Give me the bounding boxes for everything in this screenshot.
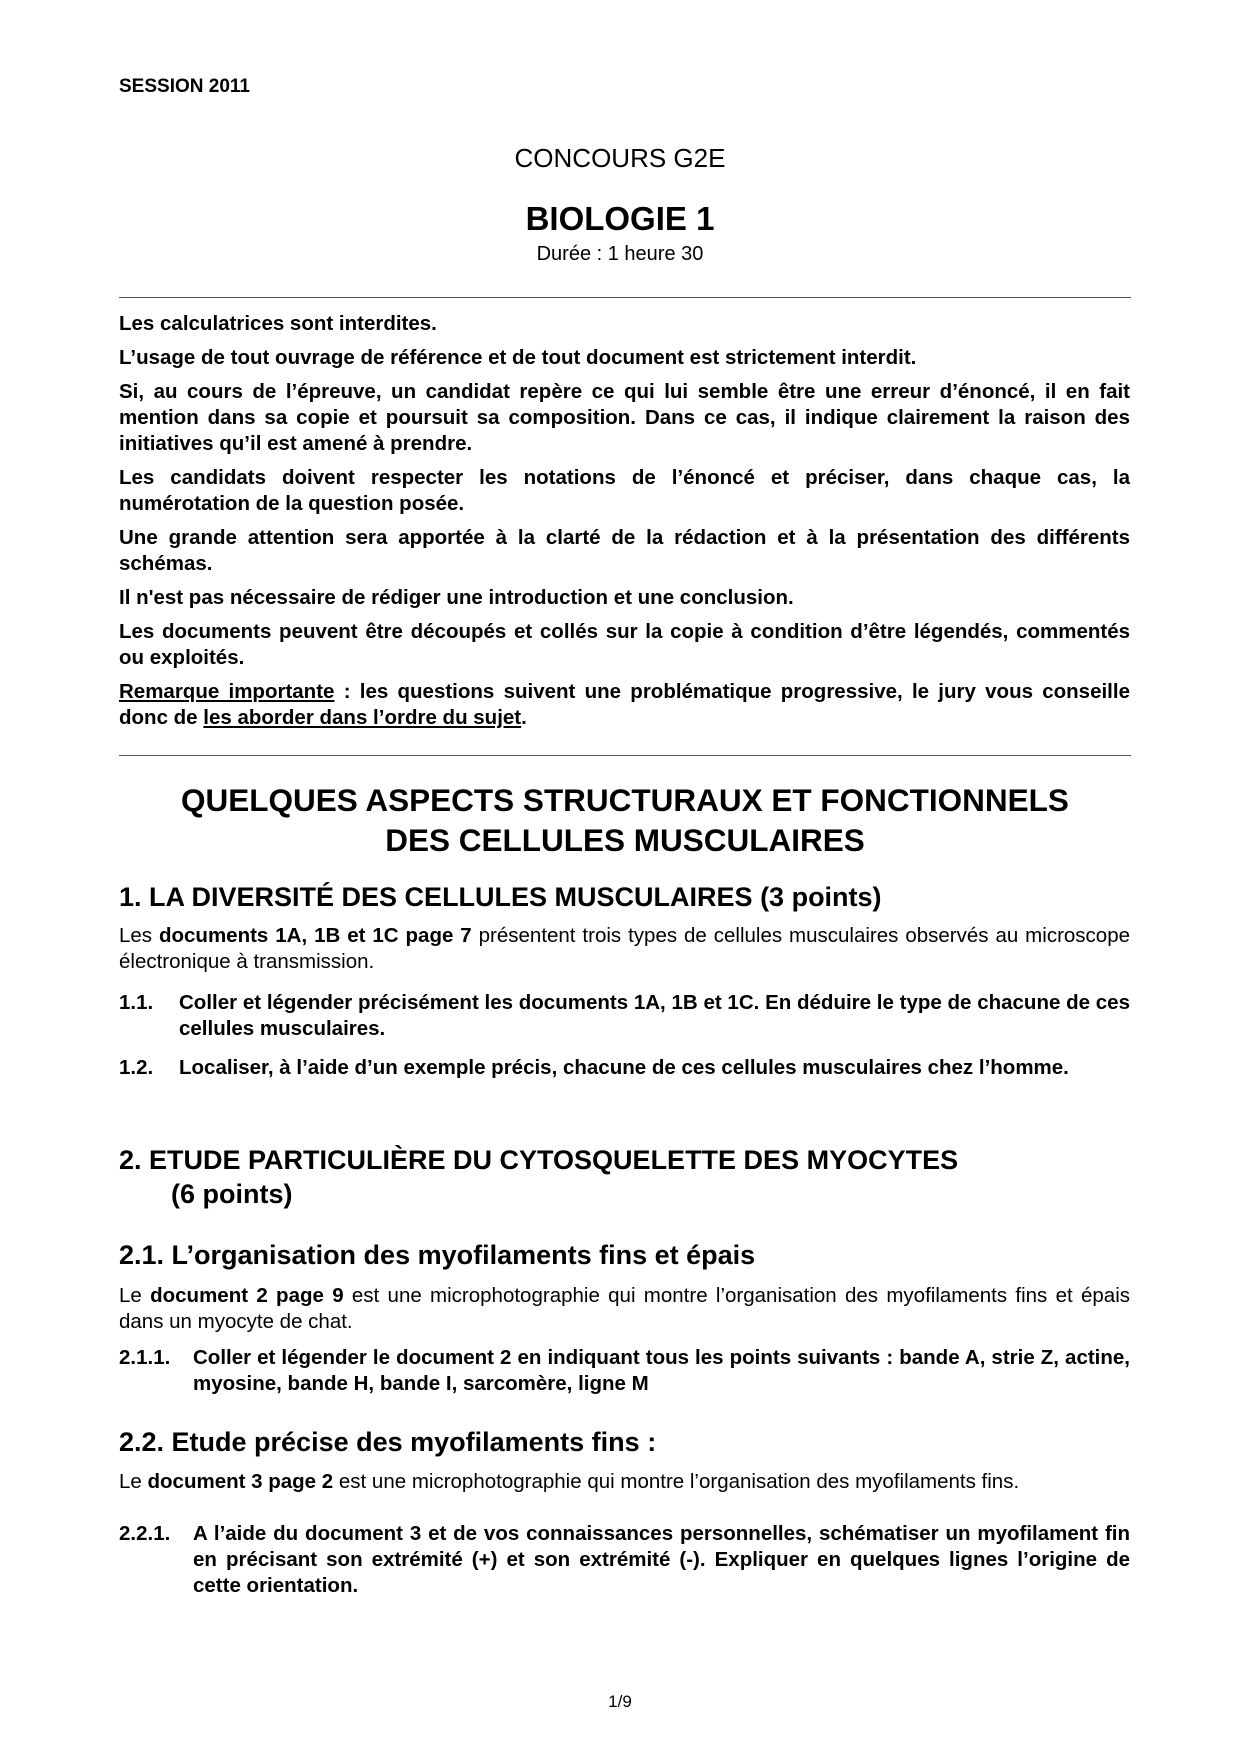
question-text: A l’aide du document 3 et de vos connaissances personnelles, schématiser un myofilament fin en précisant son extrémité (+) et son extrémité (-). Expliquer en quelques lignes l’origine de cette orientation.	[193, 1522, 1130, 1597]
main-title-line2: DES CELLULES MUSCULAIRES	[385, 822, 865, 858]
question-1-2	[119, 1055, 1130, 1081]
instruction-remark	[119, 679, 1130, 731]
question-text: Coller et légender précisément les documents 1A, 1B et 1C. En déduire le type de chacune de ces cellules musculaires.	[179, 991, 1130, 1040]
section2-heading	[119, 1143, 1131, 1211]
session-label: SESSION 2011	[119, 76, 250, 97]
remark-text: : les questions suivent une problématique progressive, le jury vous conseille donc de	[119, 680, 1130, 729]
instruction-documents: L’usage de tout ouvrage de référence et de tout document est strictement interdit.	[119, 346, 917, 369]
question-number: 2.1.1.	[119, 1346, 171, 1369]
remark-order: les aborder dans l’ordre du sujet	[203, 706, 522, 729]
sub1-intro-bold: document 2 page 9	[150, 1284, 344, 1307]
subject-title: BIOLOGIE 1	[525, 200, 715, 237]
section2-heading-line2: (6 points)	[171, 1179, 293, 1209]
instruction-notations: Les candidats doivent respecter les notations de l’énoncé et préciser, dans chaque cas, la numérotation de la question posée.	[119, 466, 1130, 515]
instructions-block	[119, 311, 1130, 739]
concours-title: CONCOURS G2E	[514, 143, 726, 173]
sub2-intro-pre: Le	[119, 1470, 148, 1493]
question-text: Coller et légender le document 2 en indiquant tous les points suivants : bande A, strie Z, actine, myosine, bande H, bande I, sarcomère, ligne M	[193, 1346, 1130, 1395]
sub2-intro-post: est une microphotographie qui montre l’organisation des myofilaments fins.	[333, 1470, 1020, 1493]
section1-intro-pre: Les	[119, 924, 159, 947]
sub1-intro-pre: Le	[119, 1284, 151, 1307]
instruction-cut-paste: Les documents peuvent être découpés et collés sur la copie à condition d’être légendés, commentés ou exploités.	[119, 620, 1130, 669]
instruction-clarity: Une grande attention sera apportée à la clarté de la rédaction et à la présentation des différents schémas.	[119, 526, 1130, 575]
instruction-errors: Si, au cours de l’épreuve, un candidat repère ce qui lui semble être une erreur d’énoncé, il en fait mention dans sa copie et poursuit sa composition. Dans ce cas, il indique clairement la raison des initiatives qu’il est amené à prendre.	[119, 380, 1130, 455]
question-number: 1.1.	[119, 991, 154, 1014]
question-2-2-1	[119, 1521, 1130, 1599]
main-title-line1: QUELQUES ASPECTS STRUCTURAUX ET FONCTIONNELS	[181, 782, 1069, 818]
duration-label: Durée : 1 heure 30	[536, 243, 704, 265]
sub2-intro-bold: document 3 page 2	[147, 1470, 334, 1493]
question-2-1-1	[119, 1345, 1130, 1397]
section1-heading: 1. LA DIVERSITÉ DES CELLULES MUSCULAIRES (3 points)	[119, 882, 882, 912]
remark-label: Remarque importante	[119, 680, 335, 703]
section1-intro-post: présentent trois types de cellules musculaires observés au microscope électronique à transmission.	[119, 924, 1130, 973]
top-divider	[119, 297, 1131, 298]
subsection-2-1-intro	[119, 1283, 1130, 1335]
question-1-1	[119, 990, 1130, 1042]
instruction-calculators: Les calculatrices sont interdites.	[119, 312, 437, 335]
subsection-2-1-heading: 2.1. L’organisation des myofilaments fins et épais	[119, 1240, 756, 1270]
page-number: 1/9	[608, 1692, 632, 1711]
section1-intro-bold: documents 1A, 1B et 1C page 7	[158, 924, 472, 947]
main-title	[119, 780, 1131, 860]
sub1-intro-post: est une microphotographie qui montre l’organisation des myofilaments fins et épais dans un myocyte de chat.	[119, 1284, 1131, 1333]
bottom-divider	[119, 755, 1131, 756]
question-number: 2.2.1.	[119, 1522, 171, 1545]
remark-end: .	[521, 706, 527, 729]
instruction-intro: Il n'est pas nécessaire de rédiger une introduction et une conclusion.	[119, 586, 794, 609]
question-number: 1.2.	[119, 1056, 154, 1079]
question-text: Localiser, à l’aide d’un exemple précis, chacune de ces cellules musculaires chez l’homme.	[179, 1056, 1069, 1079]
subsection-2-2-intro	[119, 1469, 1130, 1495]
section1-intro	[119, 923, 1130, 975]
subsection-2-2-heading: 2.2. Etude précise des myofilaments fins :	[119, 1427, 657, 1457]
section2-heading-line1: 2. ETUDE PARTICULIÈRE DU CYTOSQUELETTE DES MYOCYTES	[119, 1145, 959, 1175]
